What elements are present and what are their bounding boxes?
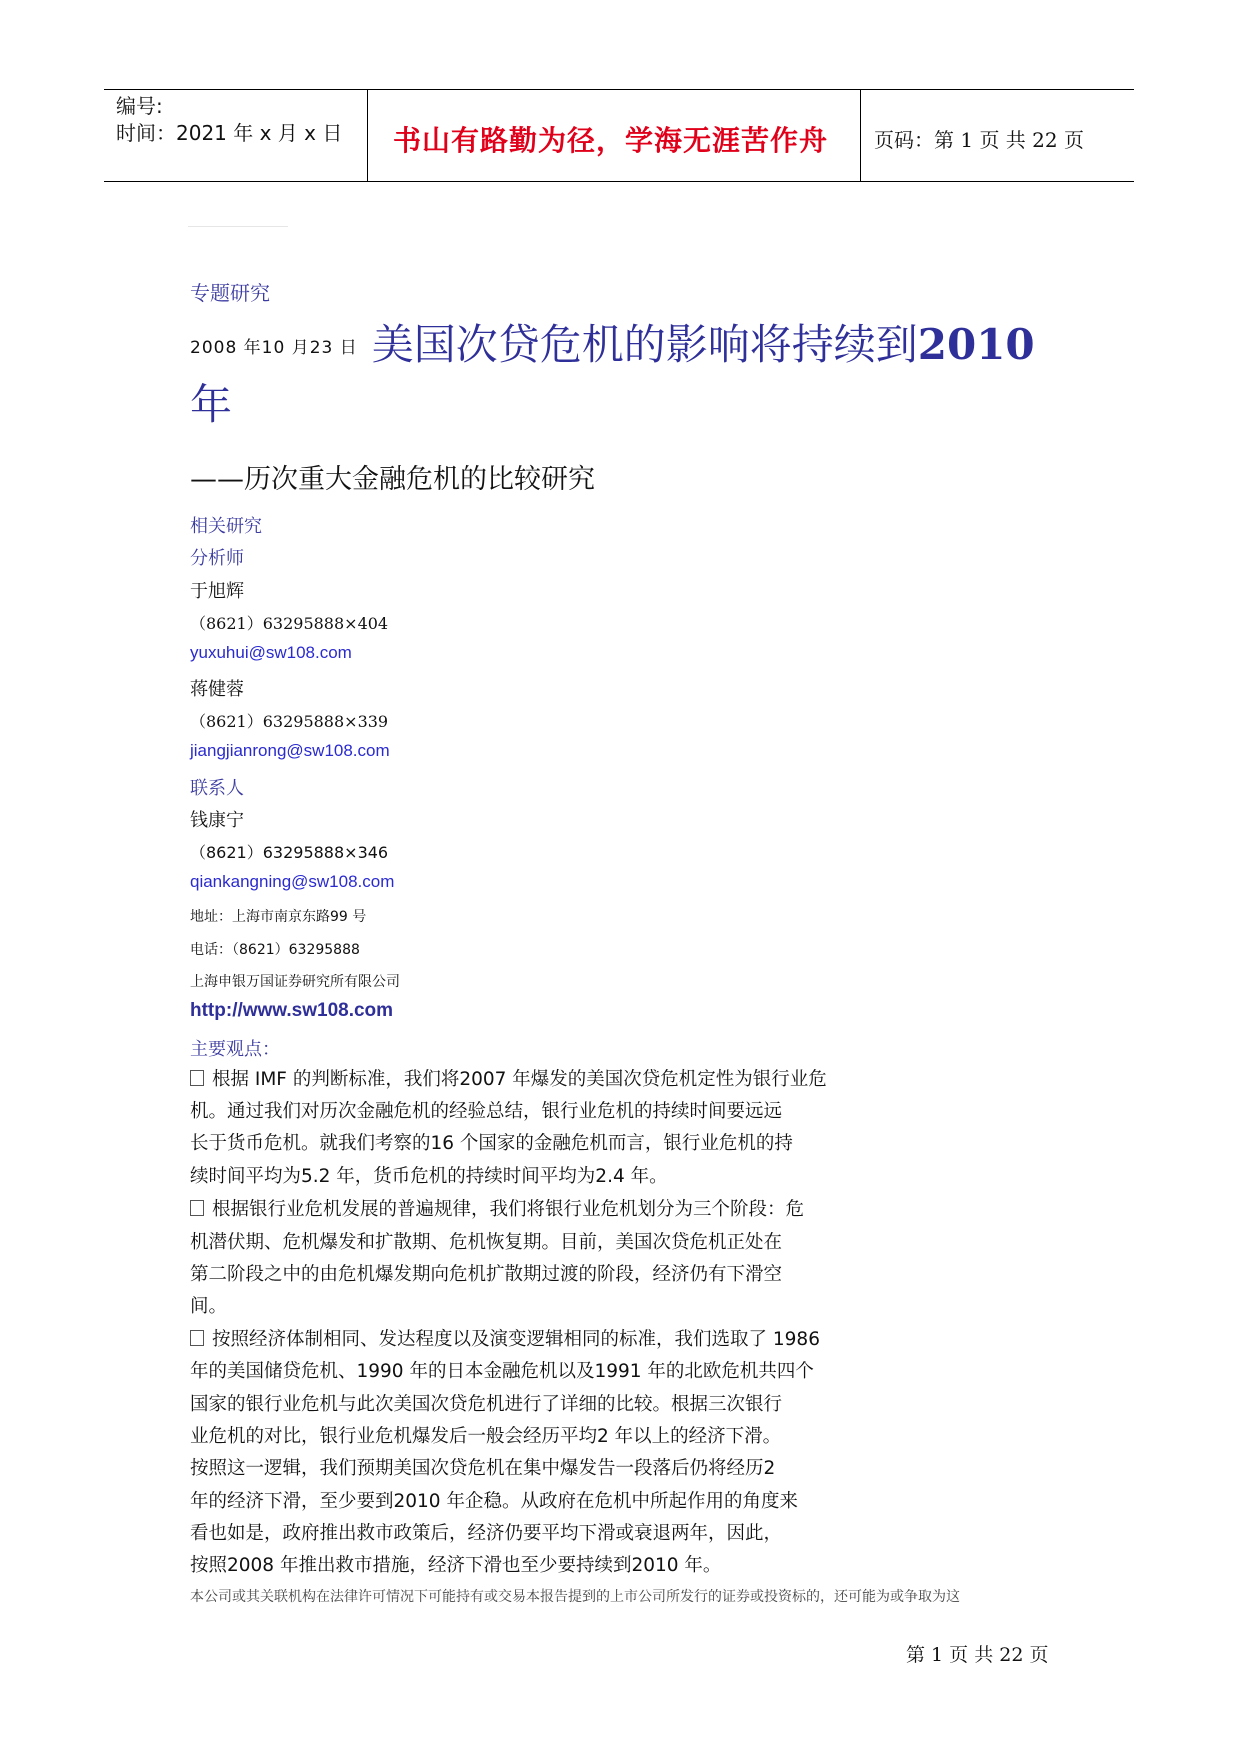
report-title-tail: 年 <box>190 380 233 429</box>
faint-divider <box>188 226 288 227</box>
analyst-name: 于旭辉 <box>190 581 244 602</box>
company-address: 地址：上海市南京东路99 号 <box>190 909 367 925</box>
related-research-label: 相关研究 <box>190 516 262 537</box>
key-point-line: 按照2008 年推出救市措施，经济下滑也至少要持续到2010 年。 <box>190 1555 722 1576</box>
key-point-line: 看也如是，政府推出救市政策后，经济仍要平均下滑或衰退两年，因此， <box>190 1523 783 1544</box>
header-divider-right <box>860 89 861 182</box>
footer-page-number: 第 1 页 共 22 页 <box>906 1644 1049 1666</box>
analyst-name: 蒋健蓉 <box>190 679 244 700</box>
key-point-line: 机。通过我们对历次金融危机的经验总结，银行业危机的持续时间要远远 <box>190 1101 783 1122</box>
disclaimer-text: 本公司或其关联机构在法律许可情况下可能持有或交易本报告提到的上市公司所发行的证券或投资标的，还可能为或争取为这 <box>190 1589 960 1605</box>
key-point-line: 年的美国储贷危机、1990 年的日本金融危机以及1991 年的北欧危机共四个 <box>190 1361 814 1382</box>
company-url-link[interactable]: http://www.sw108.com <box>190 1000 394 1021</box>
analyst-phone: （8621）63295888×404 <box>190 614 389 633</box>
key-point-line: 业危机的对比，银行业危机爆发后一般会经历平均2 年以上的经济下滑。 <box>190 1426 782 1447</box>
key-point-line: 年的经济下滑，至少要到2010 年企稳。从政府在危机中所起作用的角度来 <box>190 1491 798 1512</box>
key-point-line: 国家的银行业危机与此次美国次贷危机进行了详细的比较。根据三次银行 <box>190 1394 783 1415</box>
key-point-line: 长于货币危机。就我们考察的16 个国家的金融危机而言，银行业危机的持 <box>190 1133 793 1154</box>
key-point-line: 续时间平均为5.2 年，货币危机的持续时间平均为2.4 年。 <box>190 1166 668 1187</box>
header-page-info: 页码：第 1 页 共 22 页 <box>874 128 1084 152</box>
analyst-email[interactable]: jiangjianrong@sw108.com <box>190 741 390 760</box>
contact-label: 联系人 <box>190 778 244 799</box>
bullet-box-icon <box>190 1330 204 1346</box>
key-point-line: 机潜伏期、危机爆发和扩散期、危机恢复期。目前，美国次贷危机正处在 <box>190 1232 783 1253</box>
key-point-line: 按照这一逻辑，我们预期美国次贷危机在集中爆发告一段落后仍将经历2 <box>190 1458 776 1479</box>
analyst-phone: （8621）63295888×339 <box>190 712 389 731</box>
analyst-label: 分析师 <box>190 548 244 569</box>
contact-name: 钱康宁 <box>190 810 244 831</box>
report-title-year: 2010 <box>917 320 1035 369</box>
contact-email[interactable]: qiankangning@sw108.com <box>190 872 395 891</box>
report-title-main: 美国次贷危机的影响将持续到 <box>371 320 918 369</box>
key-point-line: 根据 IMF 的判断标准，我们将2007 年爆发的美国次贷危机定性为银行业危 <box>190 1065 827 1091</box>
analyst-email[interactable]: yuxuhui@sw108.com <box>190 643 352 662</box>
company-name: 上海申银万国证券研究所有限公司 <box>190 974 400 990</box>
report-title <box>372 320 1035 369</box>
title-block <box>190 315 1070 435</box>
header-time-label: 时间：2021 年 x 月 x 日 <box>116 121 343 145</box>
header-divider-left <box>367 89 368 182</box>
header-top-rule <box>104 89 1134 90</box>
bullet-box-icon <box>190 1200 204 1216</box>
key-point-line: 按照经济体制相同、发达程度以及演变逻辑相同的标准，我们选取了 1986 <box>190 1325 820 1351</box>
bullet-box-icon <box>190 1070 204 1086</box>
header-number-label: 编号: <box>116 94 163 118</box>
report-date: 2008 年10 月23 日 <box>190 338 358 358</box>
contact-phone: （8621）63295888×346 <box>190 843 389 862</box>
key-point-line: 间。 <box>190 1296 228 1317</box>
key-points-label: 主要观点： <box>190 1039 280 1060</box>
header-bottom-rule <box>104 181 1134 182</box>
section-label: 专题研究 <box>190 281 270 305</box>
company-tel: 电话：（8621）63295888 <box>190 942 360 958</box>
header-motto: 书山有路勤为径，学海无涯苦作舟 <box>393 124 829 157</box>
report-subtitle: ——历次重大金融危机的比较研究 <box>190 464 595 495</box>
key-point-line: 第二阶段之中的由危机爆发期向危机扩散期过渡的阶段，经济仍有下滑空 <box>190 1264 783 1285</box>
key-point-line: 根据银行业危机发展的普遍规律，我们将银行业危机划分为三个阶段：危 <box>190 1195 804 1221</box>
